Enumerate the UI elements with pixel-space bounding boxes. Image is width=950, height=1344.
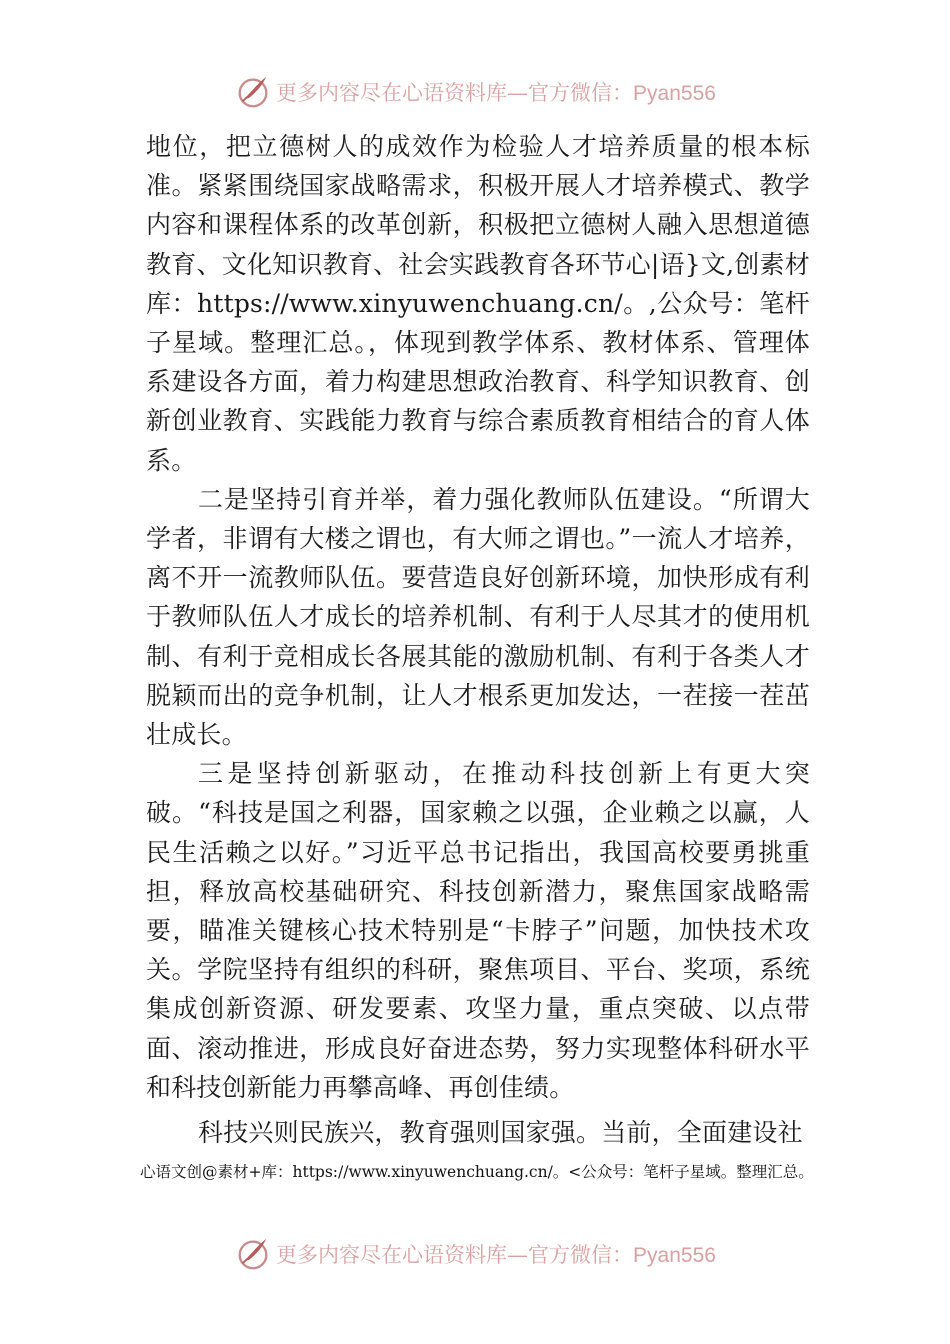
banner-slogan: 更多内容尽在心语资料库—官方微信： xyxy=(276,1243,634,1267)
header-banner xyxy=(0,70,950,114)
banner-text xyxy=(276,77,716,107)
footer-note: 心语文创@素材+库：https://www.xinyuwenchuang.cn/。<公众号：笔杆子星域。整理汇总。 xyxy=(140,1163,814,1181)
paragraph: 二是坚持引育并举，着力强化教师队伍建设。“所谓大学者，非谓有大楼之谓也，有大师之谓也。”一流人才培养，离不开一流教师队伍。要营造良好创新环境，加快形成有利于教师队伍人才成长的培养机制、有利于人尽其才的使用机制、有利于竞相成长各展其能的激励机制、有利于各类人才脱颖而出的竞争机制，让人才根系更加发达，一茬接一茬茁壮成长。 xyxy=(146,484,810,750)
paragraph: 地位，把立德树人的成效作为检验人才培养质量的根本标准。紧紧围绕国家战略需求，积极开展人才培养模式、教学内容和课程体系的改革创新，积极把立德树人融入思想道德教育、文化知识教育、社会实践教育各环节心|语}文,创素材库：https://www.xinyuwenchuang.cn/。,公众号：笔杆子星域。整理汇总。，体现到教学体系、教材体系、管理体系建设各方面，着力构建思想政治教育、科学知识教育、创新创业教育、实践能力教育与综合素质教育相结合的育人体系。 xyxy=(146,132,810,475)
banner-wechat-id: Pyan556 xyxy=(633,1244,716,1267)
footer-banner xyxy=(0,1232,950,1276)
paragraph: 科技兴则民族兴，教育强则国家强。当前，全面建设社 xyxy=(198,1118,803,1148)
quill-pen-logo-icon xyxy=(234,1235,272,1273)
banner-text xyxy=(276,1239,716,1269)
paragraph: 三是坚持创新驱动，在推动科技创新上有更大突破。“科技是国之利器，国家赖之以强，企业赖之以赢，人民生活赖之以好。”习近平总书记指出，我国高校要勇挑重担，释放高校基础研究、科技创新潜力，聚焦国家战略需要，瞄准关键核心技术特别是“卡脖子”问题，加快技术攻关。学院坚持有组织的科研，聚焦项目、平台、奖项，系统集成创新资源、研发要素、攻坚力量，重点突破、以点带面、滚动推进，形成良好奋进态势，努力实现整体科研水平和科技创新能力再攀高峰、再创佳绩。 xyxy=(146,759,810,1102)
quill-pen-logo-icon xyxy=(234,73,272,111)
banner-wechat-id: Pyan556 xyxy=(633,82,716,105)
banner-slogan: 更多内容尽在心语资料库—官方微信： xyxy=(276,81,634,105)
document-body xyxy=(146,127,810,1152)
